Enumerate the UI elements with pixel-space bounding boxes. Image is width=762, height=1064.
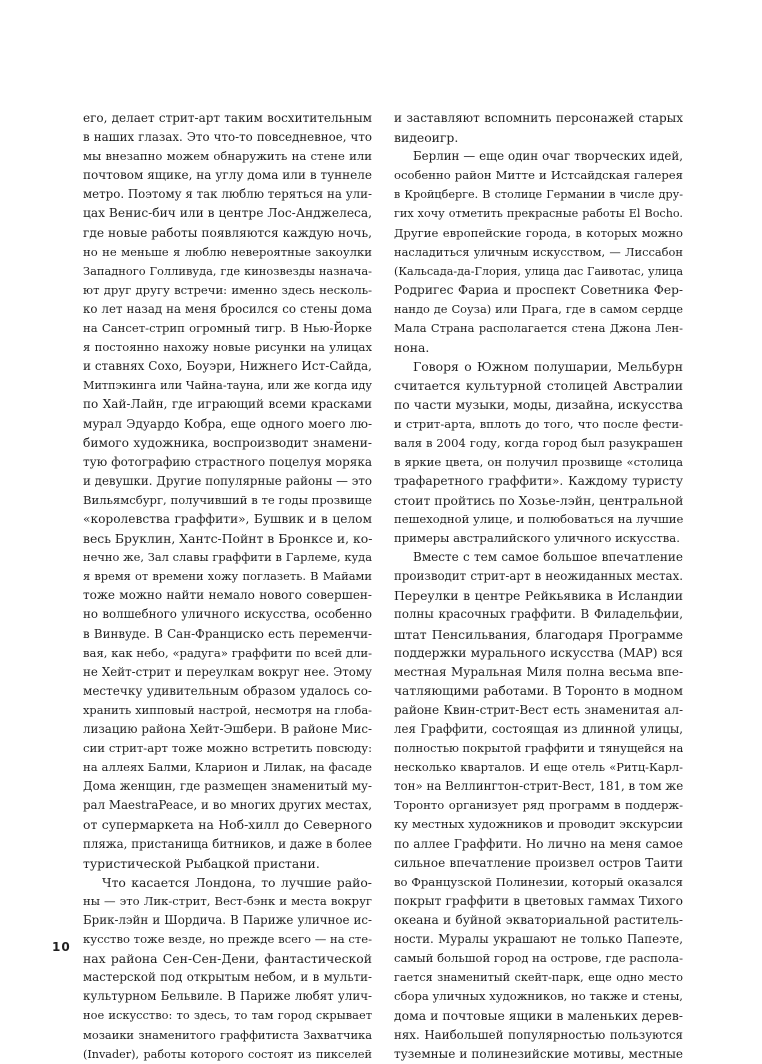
text-line: ное искусство: то здесь, то там город скрывает xyxy=(83,1008,372,1023)
text-line: мозаики знаменитого граффитиста Захватчика xyxy=(83,1027,372,1042)
text-line: рал MaestraPeace, и во многих других местах, xyxy=(83,798,372,813)
text-line: сильное впечатление произвел остров Таити xyxy=(394,855,683,870)
text-line: метро. Поэтому я так люблю теряться на ули- xyxy=(83,187,372,202)
text-line: весь Бруклин, Хантс-Пойнт в Бронксе и, ко- xyxy=(83,531,372,547)
text-line: покрыт граффити в цветовых гаммах Тихого xyxy=(394,893,683,908)
text-line: Западного Голливуда, где кинозвезды назнача- xyxy=(83,263,372,278)
text-line: в Кройцберге. В столице Германии в числе дру- xyxy=(394,188,683,202)
text-line: лея Граффити, состоящая из длинной улицы, xyxy=(394,722,683,736)
text-line: в наших глазах. Это что-то повседневное, что xyxy=(83,130,372,145)
text-line: Что касается Лондона, то лучшие райо- xyxy=(102,874,372,890)
text-line: нона. xyxy=(394,340,430,356)
page-number: 10 xyxy=(52,940,71,954)
text-line: океана и буйной экваториальной раститель- xyxy=(394,912,683,927)
text-line: лизацию района Хейт-Эшбери. В районе Мис- xyxy=(83,722,372,736)
text-line: нечно же, Зал славы граффити в Гарлеме, куда xyxy=(83,550,372,565)
text-line: Переулки в центре Рейкьявика в Исландии xyxy=(394,588,683,604)
text-line: на Сансет-стрип огромный тигр. В Нью-Йорке xyxy=(83,321,372,336)
text-line: Брик-лэйн и Шордича. В Париже уличное ис- xyxy=(83,912,372,927)
text-line: и девушки. Другие популярные районы — это xyxy=(83,473,372,488)
text-line: нандо де Соуза) или Прага, где в самом сердце xyxy=(394,301,683,316)
text-line: ку местных художников и проводит экскурсии xyxy=(394,817,683,832)
text-line: не Хейт-стрит и переулкам вокруг нее. Этому xyxy=(83,664,372,679)
text-line: местечку удивительным образом удалось со- xyxy=(83,683,372,698)
text-line: самый большой город на острове, где распола- xyxy=(394,951,683,966)
text-line: дома и почтовые ящики в маленьких дерев- xyxy=(394,1008,683,1024)
text-line: Берлин — еще один очаг творческих идей, xyxy=(413,149,683,164)
text-line: я время от времени хожу поглазеть. В Майами xyxy=(83,569,372,584)
text-line: видеоигр. xyxy=(394,130,459,146)
text-line: сбора уличных художников, но также и стены, xyxy=(394,989,683,1004)
text-line: считается культурной столицей Австралии xyxy=(394,378,683,394)
text-line: ны — это Лик-стрит, Вест-бэнк и места вокруг xyxy=(83,893,372,908)
text-line: и ставнях Сохо, Боуэри, Нижнего Ист-Сайда, xyxy=(83,359,372,374)
text-line: Говоря о Южном полушарии, Мельбурн xyxy=(413,359,683,375)
text-line: трафаретного граффити». Каждому туристу xyxy=(394,473,683,488)
text-line: Торонто организует ряд программ в поддерж- xyxy=(394,798,683,813)
text-line: тон» на Веллингтон-стрит-Вест, 181, в том же xyxy=(394,779,683,794)
text-line: бимого художника, воспроизводит знамени- xyxy=(83,435,372,450)
text-line: по Хай-Лайн, где играющий всеми красками xyxy=(83,397,372,412)
text-line: во Французской Полинезии, который оказался xyxy=(394,874,683,889)
text-line: мурал Эдуардо Кобра, еще одного моего лю- xyxy=(83,416,372,431)
text-line: ко лет назад на меня бросился со стены дома xyxy=(83,301,372,316)
text-line: почтовом ящике, на углу дома или в туннеле xyxy=(83,168,372,183)
text-line: особенно район Митте и Истсайдская галерея xyxy=(394,168,683,183)
text-line: но волшебного уличного искусства, особенно xyxy=(83,607,372,622)
text-line: по части музыки, моды, дизайна, искусства xyxy=(394,397,683,413)
text-line: туземные и полинезийские мотивы, местные xyxy=(394,1046,683,1061)
text-line: от супермаркета на Ноб-хилл до Северного xyxy=(83,817,372,833)
text-line: насладиться уличным искусством, — Лиссабон xyxy=(394,244,683,259)
text-line: гих хочу отметить прекрасные работы El Bocho. xyxy=(394,207,683,221)
text-line: вая, как небо, «радуга» граффити по всей дли- xyxy=(83,645,372,660)
text-line: пешеходной улице, и полюбоваться на лучшие xyxy=(394,511,683,526)
text-line: Родригес Фариа и проспект Советника Фер- xyxy=(394,282,683,297)
text-line: но не меньше я люблю невероятные закоулки xyxy=(83,244,372,259)
text-line: стоит пройтись по Хозье-лэйн, центральной xyxy=(394,492,683,508)
text-line: несколько кварталов. И еще отель «Ритц-Карл- xyxy=(394,760,683,775)
text-line: Митпэкинга или Чайна-тауна, или же когда иду xyxy=(83,379,372,393)
text-line: полны красочных граффити. В Филадельфии, xyxy=(394,607,683,622)
text-line: цах Венис-бич или в центре Лос-Анджелеса, xyxy=(83,206,372,221)
text-line: пляжа, пристанища битников, и даже в более xyxy=(83,836,372,851)
text-line: (Кальсада-да-Глория, улица дас Гаивотас, улица xyxy=(394,264,683,278)
text-line: его, делает стрит-арт таким восхитительным xyxy=(83,111,372,125)
text-line: чатляющими работами. В Торонто в модном xyxy=(394,683,683,698)
text-line: я постоянно нахожу новые рисунки на улицах xyxy=(83,340,372,355)
text-line: нях. Наибольшей популярностью пользуются xyxy=(394,1027,683,1042)
text-line: валя в 2004 году, когда город был разукрашен xyxy=(394,435,683,450)
text-line: мы внезапно можем обнаружить на стене или xyxy=(83,149,372,164)
text-line: и стрит-арта, вплоть до того, что после фести- xyxy=(394,416,683,431)
right-text-column xyxy=(394,109,683,1064)
text-line: Мала Страна располагается стена Джона Лен- xyxy=(394,321,683,336)
text-line: мастерской под открытым небом, и в мульти- xyxy=(83,970,372,985)
text-line: Вильямсбург, получивший в те годы прозвище xyxy=(83,492,372,507)
text-line: местная Муральная Миля полна весьма впе- xyxy=(394,664,683,679)
text-line: штат Пенсильвания, благодаря Программе xyxy=(394,626,683,642)
text-line: (Invader), работы которого состоят из пикселей xyxy=(83,1047,372,1061)
text-line: гается знаменитый скейт-парк, еще одно место xyxy=(394,971,683,985)
text-line: Вместе с тем самое большое впечатление xyxy=(413,550,683,565)
text-line: тоже можно найти немало нового совершен- xyxy=(83,588,372,603)
text-line: полностью покрытой граффити и тянущейся на xyxy=(394,741,683,756)
text-line: ют друг другу встречи: именно здесь несколь- xyxy=(83,282,372,297)
text-line: примеры австралийского уличного искусства. xyxy=(394,531,680,546)
text-line: и заставляют вспомнить персонажей старых xyxy=(394,111,683,125)
left-text-column xyxy=(83,109,372,1064)
text-line: районе Квин-стрит-Вест есть знаменитая ал- xyxy=(394,702,683,717)
text-line: на аллеях Балми, Кларион и Лилак, на фасаде xyxy=(83,760,372,775)
text-line: сии стрит-арт тоже можно встретить повсюду: xyxy=(83,741,372,756)
text-line: Другие европейские города, в которых можно xyxy=(394,225,683,240)
text-line: в Винвуде. В Сан-Франциско есть переменчи- xyxy=(83,626,372,641)
text-line: нах района Сен-Сен-Дени, фантастической xyxy=(83,951,372,967)
text-line: хранить хипповый настрой, несмотря на глоба- xyxy=(83,702,372,717)
text-line: «королевства граффити», Бушвик и в целом xyxy=(83,511,372,526)
text-line: ности. Муралы украшают не только Папеэте, xyxy=(394,932,683,947)
text-line: в яркие цвета, он получил прозвище «столица xyxy=(394,454,683,469)
text-line: культурном Бельвиле. В Париже любят улич- xyxy=(83,989,372,1004)
text-line: производит стрит-арт в неожиданных местах. xyxy=(394,569,683,584)
text-line: где новые работы появляются каждую ночь, xyxy=(83,225,372,240)
text-line: тую фотографию страстного поцелуя моряка xyxy=(83,454,372,469)
text-line: туристической Рыбацкой пристани. xyxy=(83,855,320,871)
text-line: кусство тоже везде, но прежде всего — на сте- xyxy=(83,932,372,947)
text-line: поддержки мурального искусства (MAP) вся xyxy=(394,645,683,660)
text-line: Дома женщин, где размещен знаменитый му- xyxy=(83,779,372,794)
text-line: по аллее Граффити. Но лично на меня самое xyxy=(394,836,683,851)
